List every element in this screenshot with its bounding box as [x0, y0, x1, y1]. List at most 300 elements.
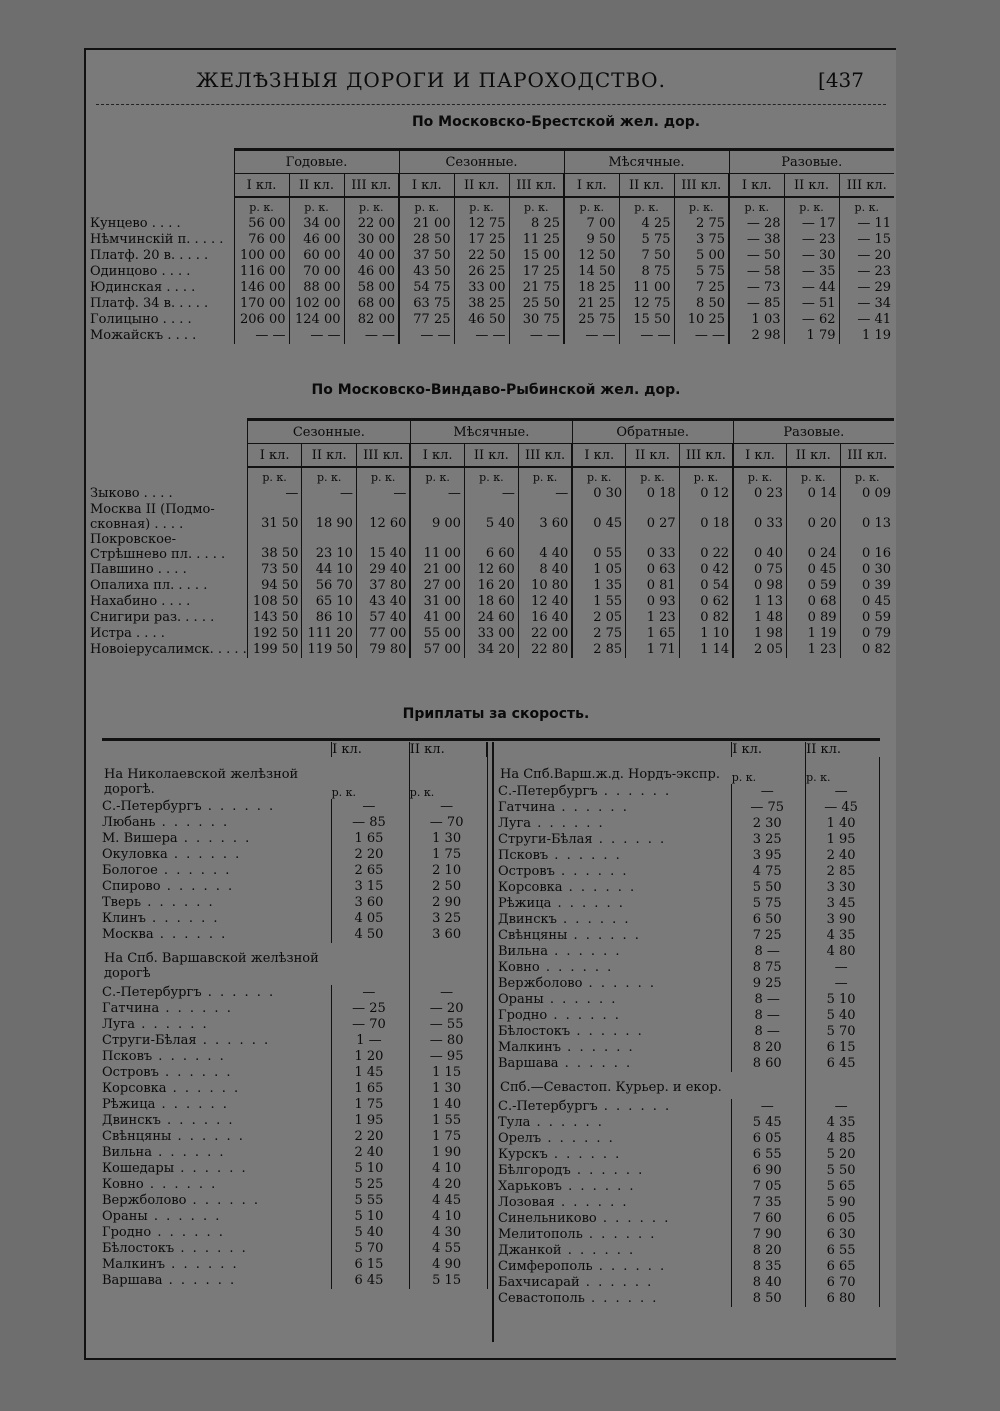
table-row	[90, 562, 894, 578]
unit-label: р. к.	[784, 197, 839, 216]
document-page	[84, 48, 896, 1360]
table-row	[90, 248, 894, 264]
surcharge-value: 5 10	[806, 992, 880, 1008]
station-name: Опалиха пл. . . . .	[90, 578, 247, 594]
station-name: Вержболово . . . . . .	[102, 1193, 332, 1209]
station-name: Бахчисарай . . . . . .	[498, 1275, 732, 1291]
fare-value: 46 00	[344, 264, 399, 280]
fare-value: — 35	[784, 264, 839, 280]
fare-value: 21 00	[399, 216, 454, 232]
station-name: Платф. 20 в. . . . .	[90, 248, 234, 264]
fare-value: —	[247, 486, 302, 502]
header-rule	[96, 104, 886, 105]
station-name: Струги-Бѣлая . . . . . .	[102, 1033, 332, 1049]
surcharge-value: 1 55	[409, 1113, 487, 1129]
surcharge-value: 7 60	[732, 1211, 806, 1227]
fare-value: 12 60	[356, 502, 410, 532]
surcharge-value: 5 65	[806, 1179, 880, 1195]
surcharge-value: 1 40	[409, 1097, 487, 1113]
fare-value: 6 60	[464, 532, 518, 562]
surcharge-value: 2 40	[332, 1145, 410, 1161]
surcharge-value: 1 20	[332, 1049, 410, 1065]
station-name: Покровское- Стрѣшнево пл. . . . .	[90, 532, 247, 562]
surcharge-value: 8 40	[732, 1275, 806, 1291]
surcharge-value: — 75	[732, 800, 806, 816]
surcharge-value: 2 85	[806, 864, 880, 880]
table-row	[498, 880, 880, 896]
group-header: Разовые.	[729, 150, 894, 174]
station-name: Москва . . . . . .	[102, 927, 332, 943]
station-name: Двинскъ . . . . . .	[498, 912, 732, 928]
table-row	[498, 896, 880, 912]
class-header: III кл.	[674, 174, 729, 198]
station-name: Клинъ . . . . . .	[102, 911, 332, 927]
fare-value: 10 25	[674, 312, 729, 328]
table-row	[498, 1275, 880, 1291]
fare-value: —	[356, 486, 410, 502]
fare-value: 38 25	[454, 296, 509, 312]
surcharge-value: 4 45	[409, 1193, 487, 1209]
fare-value: 192 50	[247, 626, 302, 642]
surcharge-value: 8 20	[732, 1040, 806, 1056]
fare-value: 0 16	[862, 546, 891, 561]
fare-value: 0 20	[786, 502, 840, 532]
surcharge-value: 1 75	[409, 847, 487, 863]
station-name: Орелъ . . . . . .	[498, 1131, 732, 1147]
table-row	[102, 1257, 487, 1273]
station-name: Корсовка . . . . . .	[498, 880, 732, 896]
table-row	[102, 1033, 487, 1049]
unit-label: р. к.	[839, 197, 894, 216]
fare-value: 0 75	[733, 562, 786, 578]
station-name: Ораны . . . . . .	[102, 1209, 332, 1225]
surcharge-value: 4 50	[332, 927, 410, 943]
fare-value: 46 50	[454, 312, 509, 328]
station-name: Синельниково . . . . . .	[498, 1211, 732, 1227]
station-name: Бѣлостокъ . . . . . .	[498, 1024, 732, 1040]
surcharge-value: —	[806, 784, 880, 800]
table-row	[498, 1195, 880, 1211]
surcharge-value: 6 15	[332, 1257, 410, 1273]
surcharge-value: 1 95	[332, 1113, 410, 1129]
unit-label: р. к.	[619, 197, 674, 216]
class-header: I кл.	[733, 444, 786, 468]
fare-value: — 28	[729, 216, 784, 232]
page-header	[86, 68, 898, 98]
surcharge-value: 4 55	[409, 1241, 487, 1257]
fare-value: — 44	[784, 280, 839, 296]
table-row	[90, 264, 894, 280]
route-heading: Спб.—Севастоп. Курьер. и екор.	[500, 1080, 722, 1095]
fare-value: 2 75	[674, 216, 729, 232]
fare-value: 2 98	[729, 328, 784, 344]
fare-value: 29 40	[356, 562, 410, 578]
fare-value: 0 40	[733, 532, 786, 562]
table-row	[102, 1049, 487, 1065]
class-header: I кл.	[399, 174, 454, 198]
fare-value: 1 13	[733, 594, 786, 610]
fare-value: 102 00	[289, 296, 344, 312]
fare-value: 34 00	[289, 216, 344, 232]
surcharge-value: 3 90	[806, 912, 880, 928]
vindava-section-title: По Московско-Виндаво-Рыбинской жел. дор.	[311, 382, 681, 398]
fare-value: 26 25	[454, 264, 509, 280]
fare-value: 111 20	[302, 626, 357, 642]
fare-value: 68 00	[344, 296, 399, 312]
class-header: III кл.	[839, 174, 894, 198]
fare-value: 86 10	[302, 610, 357, 626]
fare-value: 0 59	[786, 578, 840, 594]
surcharge-value: 5 50	[806, 1163, 880, 1179]
class-header: III кл.	[518, 444, 572, 468]
surcharge-value: 6 30	[806, 1227, 880, 1243]
class-header: II кл.	[626, 444, 680, 468]
surcharge-value: 6 65	[806, 1259, 880, 1275]
fare-value: 9 00	[410, 502, 464, 532]
fare-value: 0 39	[862, 578, 891, 593]
table-row	[102, 1193, 487, 1209]
station-name: С.-Петербургъ . . . . . .	[498, 1099, 732, 1115]
surcharge-value: 8 —	[732, 1024, 806, 1040]
class-header: II кл.	[784, 174, 839, 198]
table-row	[102, 927, 487, 943]
unit-label: р. к.	[674, 197, 729, 216]
fare-value: 56 00	[234, 216, 289, 232]
surcharge-value: — 95	[409, 1049, 487, 1065]
fare-value: — 23	[784, 232, 839, 248]
fare-value: 1 03	[729, 312, 784, 328]
table-row	[102, 1001, 487, 1017]
table-row	[498, 1243, 880, 1259]
class-header: II кл.	[464, 444, 518, 468]
table-row	[498, 1115, 880, 1131]
class-header: II кл.	[806, 742, 842, 757]
fare-value: 82 00	[344, 312, 399, 328]
fare-value: 0 09	[862, 486, 891, 501]
surcharge-value: —	[732, 1099, 806, 1115]
station-name: Вильна . . . . . .	[498, 944, 732, 960]
table-row	[90, 578, 894, 594]
surcharge-value: 4 05	[332, 911, 410, 927]
table-row	[498, 944, 880, 960]
station-name: Харьковъ . . . . . .	[498, 1179, 732, 1195]
table-row	[102, 1113, 487, 1129]
table-row	[90, 626, 894, 642]
unit-label: р. к.	[247, 467, 302, 486]
table-row	[498, 784, 880, 800]
class-header: I кл.	[732, 742, 806, 757]
surcharge-value: — 70	[332, 1017, 410, 1033]
table-row	[102, 799, 487, 815]
fare-value: 7 50	[619, 248, 674, 264]
surcharge-value: 2 10	[409, 863, 487, 879]
fare-value: 11 25	[509, 232, 564, 248]
surcharge-value: 3 25	[409, 911, 487, 927]
fare-value: 1 10	[679, 626, 733, 642]
fare-value: 0 18	[679, 502, 733, 532]
surcharge-value: 4 85	[806, 1131, 880, 1147]
fare-value: 146 00	[234, 280, 289, 296]
speed-left-table	[102, 742, 488, 1289]
fare-value: 77 25	[399, 312, 454, 328]
fare-value: —	[518, 486, 572, 502]
table-row	[498, 1163, 880, 1179]
table-row	[90, 594, 894, 610]
unit-label: р. к.	[410, 467, 464, 486]
unit-label: р. к.	[454, 197, 509, 216]
surcharge-value: 1 45	[332, 1065, 410, 1081]
fare-value: 63 75	[399, 296, 454, 312]
fare-value: 0 30	[572, 486, 625, 502]
surcharge-value: 5 40	[332, 1225, 410, 1241]
class-header: II кл.	[619, 174, 674, 198]
fare-value: 25 75	[564, 312, 619, 328]
station-name: Двинскъ . . . . . .	[102, 1113, 332, 1129]
fare-value: 21 00	[410, 562, 464, 578]
fare-value: 5 40	[464, 502, 518, 532]
fare-value: — —	[564, 328, 619, 344]
surcharge-value: 5 25	[332, 1177, 410, 1193]
fare-value: 10 80	[518, 578, 572, 594]
fare-value: 22 00	[518, 626, 572, 642]
surcharge-value: 6 55	[732, 1147, 806, 1163]
table-row	[498, 800, 880, 816]
fare-value: 12 60	[464, 562, 518, 578]
station-name: Гатчина . . . . . .	[102, 1001, 332, 1017]
station-name: Ковно . . . . . .	[498, 960, 732, 976]
surcharge-value: 2 20	[332, 1129, 410, 1145]
fare-value: 43 40	[356, 594, 410, 610]
surcharge-value: 5 55	[332, 1193, 410, 1209]
fare-value: 2 05	[733, 642, 786, 658]
station-name: Джанкой . . . . . .	[498, 1243, 732, 1259]
fare-value: 0 23	[733, 486, 786, 502]
surcharge-value: 3 25	[732, 832, 806, 848]
fare-value: 0 59	[862, 610, 891, 625]
fare-value: 1 23	[786, 642, 840, 658]
surcharge-value: —	[332, 985, 410, 1001]
surcharge-value: 6 05	[806, 1211, 880, 1227]
table-row	[102, 1097, 487, 1113]
surcharge-value: 6 45	[806, 1056, 880, 1072]
fare-value: 37 50	[399, 248, 454, 264]
surcharge-value: 4 35	[806, 928, 880, 944]
surcharge-value: 3 60	[332, 895, 410, 911]
surcharge-value: 3 95	[732, 848, 806, 864]
fare-value: 79 80	[356, 642, 410, 658]
surcharge-value: 9 25	[732, 976, 806, 992]
fare-value: 55 00	[410, 626, 464, 642]
unit-label: р. к.	[302, 467, 357, 486]
table-row	[102, 1145, 487, 1161]
corner-cell	[90, 420, 247, 444]
station-name: Павшино . . . .	[90, 562, 247, 578]
station-name: С.-Петербургъ . . . . . .	[102, 985, 332, 1001]
station-name: Мелитополь . . . . . .	[498, 1227, 732, 1243]
surcharge-value: 1 95	[806, 832, 880, 848]
table-row	[498, 1291, 880, 1307]
station-name: Нѣмчинскій п. . . . .	[90, 232, 234, 248]
fare-value: 37 80	[356, 578, 410, 594]
unit-label: р. к.	[806, 757, 880, 784]
surcharge-value: 4 20	[409, 1177, 487, 1193]
station-name: Вержболово . . . . . .	[498, 976, 732, 992]
group-header: Мѣсячные.	[564, 150, 729, 174]
surcharge-value: —	[409, 799, 487, 815]
table-row	[498, 1131, 880, 1147]
table-row	[90, 232, 894, 248]
station-name: Спирово . . . . . .	[102, 879, 332, 895]
surcharge-value: 7 05	[732, 1179, 806, 1195]
station-name: Тверь . . . . . .	[102, 895, 332, 911]
fare-value: 124 00	[289, 312, 344, 328]
unit-label: р. к.	[332, 757, 410, 799]
station-name: Окуловка . . . . . .	[102, 847, 332, 863]
surcharge-value: 7 25	[732, 928, 806, 944]
station-name: Курскъ . . . . . .	[498, 1147, 732, 1163]
fare-value: 1 05	[572, 562, 625, 578]
fare-value: — —	[509, 328, 564, 344]
unit-label: р. к.	[840, 467, 894, 486]
fare-value: 2 75	[572, 626, 625, 642]
fare-value: 46 00	[289, 232, 344, 248]
fare-value: 18 25	[564, 280, 619, 296]
surcharge-value: — 25	[332, 1001, 410, 1017]
surcharge-value: 3 15	[332, 879, 410, 895]
fare-value: 116 00	[234, 264, 289, 280]
table-row	[498, 848, 880, 864]
fare-value: 27 00	[410, 578, 464, 594]
station-name: Новоіерусалимск. . . . .	[90, 642, 247, 657]
fare-value: 60 00	[289, 248, 344, 264]
class-header: II кл.	[302, 444, 357, 468]
class-header: I кл.	[247, 444, 302, 468]
table-row	[102, 1241, 487, 1257]
fare-value: 3 75	[674, 232, 729, 248]
fare-value: 38 50	[247, 532, 302, 562]
fare-value: —	[464, 486, 518, 502]
station-name: Гатчина . . . . . .	[498, 800, 732, 816]
station-name: Гродно . . . . . .	[498, 1008, 732, 1024]
station-name: Юдинская . . . .	[90, 280, 234, 296]
fare-value: 12 50	[564, 248, 619, 264]
fare-value: 22 50	[454, 248, 509, 264]
table-row	[102, 911, 487, 927]
table-row	[498, 1259, 880, 1275]
surcharge-value: 5 75	[732, 896, 806, 912]
station-name: М. Вишера . . . . . .	[102, 831, 332, 847]
surcharge-value: 5 50	[732, 880, 806, 896]
station-name: Можайскъ . . . .	[90, 328, 234, 344]
fare-value: 5 75	[674, 264, 729, 280]
fare-value: 65 10	[302, 594, 357, 610]
group-header: Обратные.	[572, 420, 733, 444]
fare-value: — 30	[784, 248, 839, 264]
group-header: Мѣсячные.	[410, 420, 572, 444]
fare-value: 57 40	[356, 610, 410, 626]
fare-value: — —	[399, 328, 454, 344]
class-header: I кл.	[332, 742, 410, 757]
unit-label: р. к.	[679, 467, 733, 486]
fare-value: 2 05	[572, 610, 625, 626]
station-name: Зыково . . . .	[90, 486, 247, 502]
surcharge-value: 3 60	[409, 927, 487, 943]
unit-label: р. к.	[518, 467, 572, 486]
table-row	[90, 486, 894, 502]
table-row	[90, 312, 894, 328]
fare-value: — 62	[784, 312, 839, 328]
surcharge-value: 8 50	[732, 1291, 806, 1307]
fare-value: 24 60	[464, 610, 518, 626]
fare-value: 0 68	[786, 594, 840, 610]
fare-value: 7 25	[674, 280, 729, 296]
station-name: Нахабино . . . .	[90, 594, 247, 610]
fare-value: 0 12	[679, 486, 733, 502]
unit-label: р. к.	[509, 197, 564, 216]
surcharge-value: — 70	[409, 815, 487, 831]
fare-value: 22 00	[344, 216, 399, 232]
surcharge-value: — 80	[409, 1033, 487, 1049]
unit-label: р. к.	[732, 757, 806, 784]
surcharge-value: 5 45	[732, 1115, 806, 1131]
table-row	[498, 1147, 880, 1163]
surcharge-value: 5 10	[332, 1161, 410, 1177]
table-row	[90, 642, 894, 658]
fare-value: 18 60	[464, 594, 518, 610]
station-name: Свѣнцяны . . . . . .	[102, 1129, 332, 1145]
fare-value: 43 50	[399, 264, 454, 280]
speed-section-title: Приплаты за скорость.	[402, 706, 590, 722]
fare-value: 3 60	[518, 502, 572, 532]
fare-value: 12 75	[619, 296, 674, 312]
unit-label: р. к.	[464, 467, 518, 486]
fare-value: — 50	[729, 248, 784, 264]
fare-value: 0 82	[862, 642, 891, 657]
surcharge-value: 4 30	[409, 1225, 487, 1241]
station-name: Малкинъ . . . . . .	[102, 1257, 332, 1273]
fare-value: 70 00	[289, 264, 344, 280]
fare-value: 8 25	[509, 216, 564, 232]
surcharge-value: 4 90	[409, 1257, 487, 1273]
station-name: Снигири раз. . . . .	[90, 610, 247, 626]
fare-value: 58 00	[344, 280, 399, 296]
surcharge-value: 8 —	[732, 1008, 806, 1024]
surcharge-value: 2 65	[332, 863, 410, 879]
fare-value: 17 25	[509, 264, 564, 280]
fare-value: 0 63	[626, 562, 680, 578]
fare-value: 206 00	[234, 312, 289, 328]
table-row	[90, 216, 894, 232]
table-row	[102, 879, 487, 895]
fare-value: 76 00	[234, 232, 289, 248]
table-row	[498, 1024, 880, 1040]
table-row	[90, 532, 894, 562]
class-header: III кл.	[509, 174, 564, 198]
surcharge-value: 5 20	[806, 1147, 880, 1163]
unit-label: р. к.	[626, 467, 680, 486]
table-row	[498, 1056, 880, 1072]
fare-value: —	[410, 486, 464, 502]
fare-value: 0 33	[733, 502, 786, 532]
fare-value: 0 45	[786, 562, 840, 578]
fare-value: 88 00	[289, 280, 344, 296]
surcharge-value: 1 15	[409, 1065, 487, 1081]
fare-value: — —	[619, 328, 674, 344]
station-name: Псковъ . . . . . .	[498, 848, 732, 864]
station-name: Бологое . . . . . .	[102, 863, 332, 879]
surcharge-value: 2 40	[806, 848, 880, 864]
fare-value: 0 79	[862, 626, 891, 641]
